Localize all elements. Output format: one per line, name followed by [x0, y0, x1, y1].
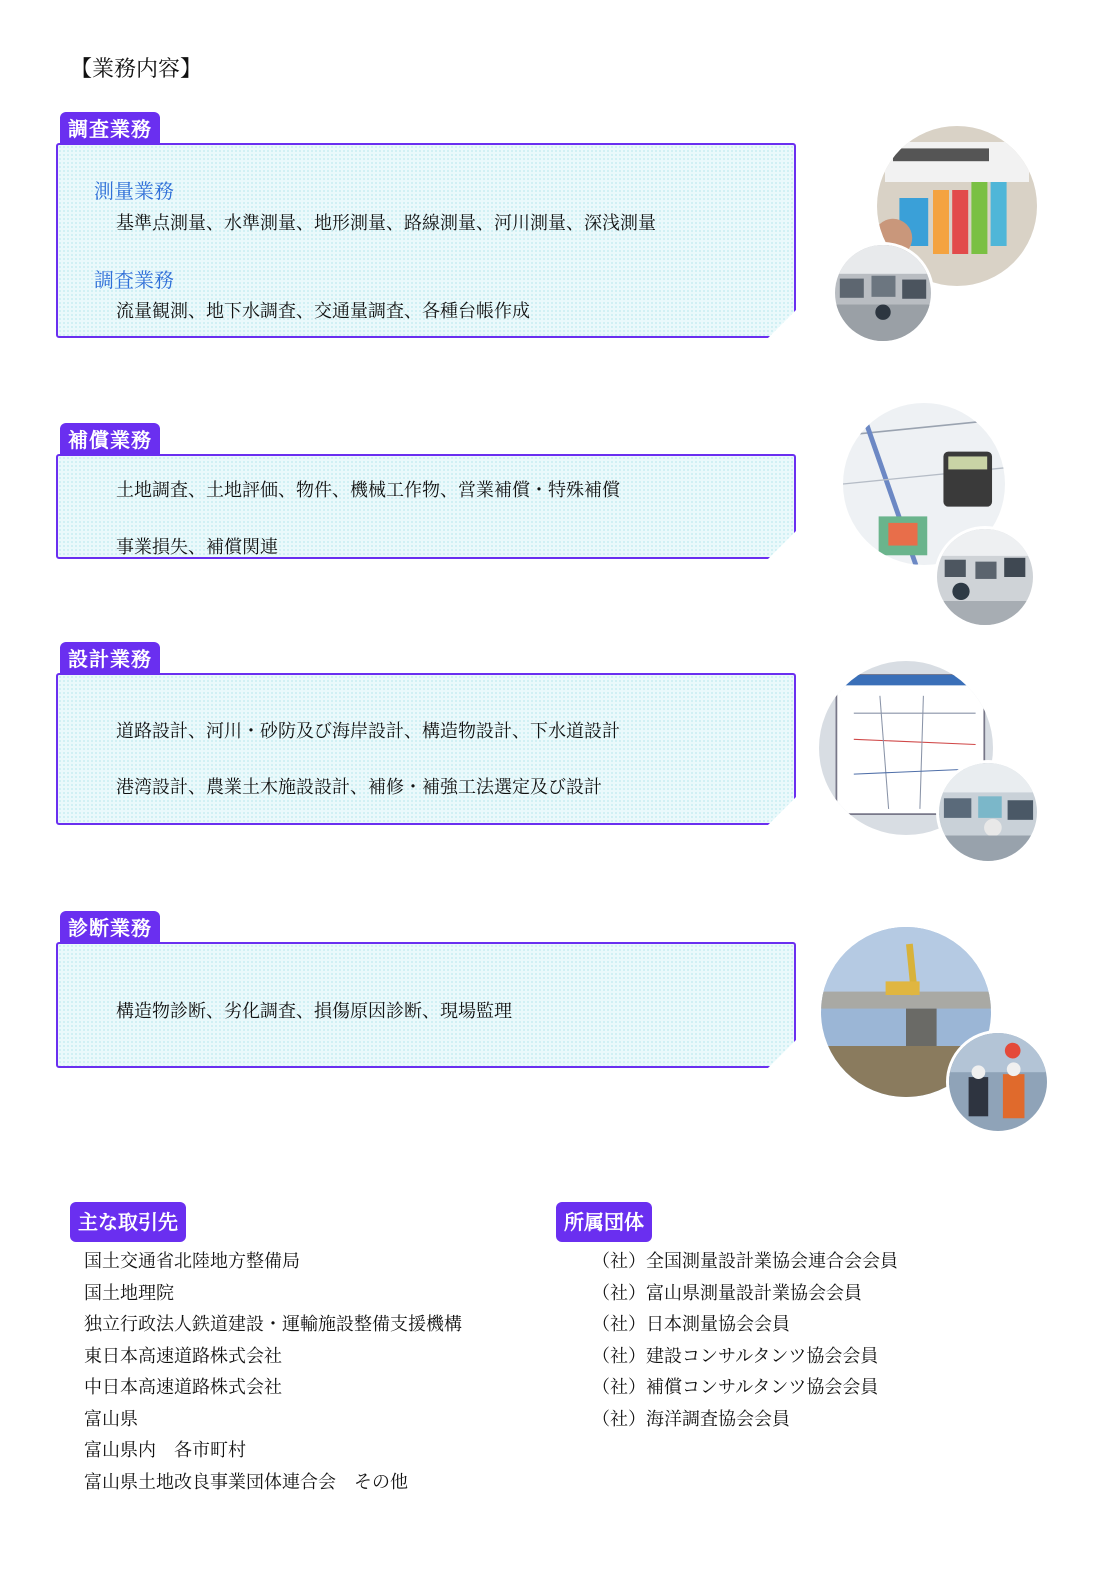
- list-item: （社）海洋調査協会会員: [592, 1408, 790, 1430]
- section-text: 基準点測量、水準測量、地形測量、路線測量、河川測量、深浅測量: [116, 213, 656, 234]
- list-item: （社）建設コンサルタンツ協会会員: [592, 1345, 879, 1367]
- section-tab-design: 設計業務: [60, 642, 160, 676]
- list-item: 中日本高速道路株式会社: [84, 1377, 282, 1398]
- section-tab-diagnosis: 診断業務: [60, 911, 160, 945]
- section-text: 道路設計、河川・砂防及び海岸設計、構造物設計、下水道設計: [116, 721, 620, 742]
- section-tab-survey: 調査業務: [60, 112, 160, 146]
- memberships-title: 所属団体: [556, 1202, 652, 1242]
- list-item: 富山県土地改良事業団体連合会 その他: [84, 1471, 408, 1493]
- section-box-compensation: [56, 454, 796, 559]
- section-text: 土地調査、土地評価、物件、機械工作物、営業補償・特殊補償: [116, 480, 620, 501]
- photo-office-2: [934, 526, 1036, 628]
- clients-title: 主な取引先: [70, 1202, 186, 1242]
- section-text: 流量観測、地下水調査、交通量調査、各種台帳作成: [116, 301, 530, 322]
- section-text: 構造物診断、劣化調査、損傷原因診断、現場監理: [116, 1001, 512, 1022]
- list-item: （社）富山県測量設計業協会会員: [592, 1282, 862, 1304]
- list-item: 国土地理院: [84, 1282, 174, 1304]
- section-text: 事業損失、補償関連: [116, 537, 278, 558]
- photo-office-1: [832, 242, 934, 344]
- memberships-list: [592, 1246, 898, 1435]
- page-curl: [767, 1039, 797, 1069]
- sub-heading-measurement: 測量業務: [94, 179, 174, 203]
- section-box-diagnosis: [56, 942, 796, 1068]
- list-item: （社）全国測量設計業協会連合会会員: [592, 1251, 898, 1272]
- list-item: 富山県: [84, 1408, 138, 1430]
- list-item: （社）補償コンサルタンツ協会会員: [592, 1377, 879, 1398]
- page-title: 【業務内容】: [70, 57, 203, 82]
- section-box-design: [56, 673, 796, 825]
- list-item: 富山県内 各市町村: [84, 1440, 246, 1461]
- sub-heading-investigation: 調査業務: [94, 268, 174, 292]
- list-item: （社）日本測量協会会員: [592, 1314, 790, 1335]
- section-box-survey: [56, 143, 796, 338]
- page-curl: [767, 796, 797, 826]
- photo-field-workers: [946, 1030, 1050, 1134]
- list-item: 国土交通省北陸地方整備局: [84, 1251, 300, 1272]
- list-item: 東日本高速道路株式会社: [84, 1345, 282, 1367]
- page-curl: [767, 530, 797, 560]
- section-tab-compensation: 補償業務: [60, 423, 160, 457]
- list-item: 独立行政法人鉄道建設・運輸施設整備支援機構: [84, 1314, 462, 1335]
- section-text: 港湾設計、農業土木施設設計、補修・補強工法選定及び設計: [116, 777, 602, 798]
- photo-office-3: [936, 760, 1040, 864]
- page-curl: [767, 309, 797, 339]
- clients-list: [84, 1246, 462, 1498]
